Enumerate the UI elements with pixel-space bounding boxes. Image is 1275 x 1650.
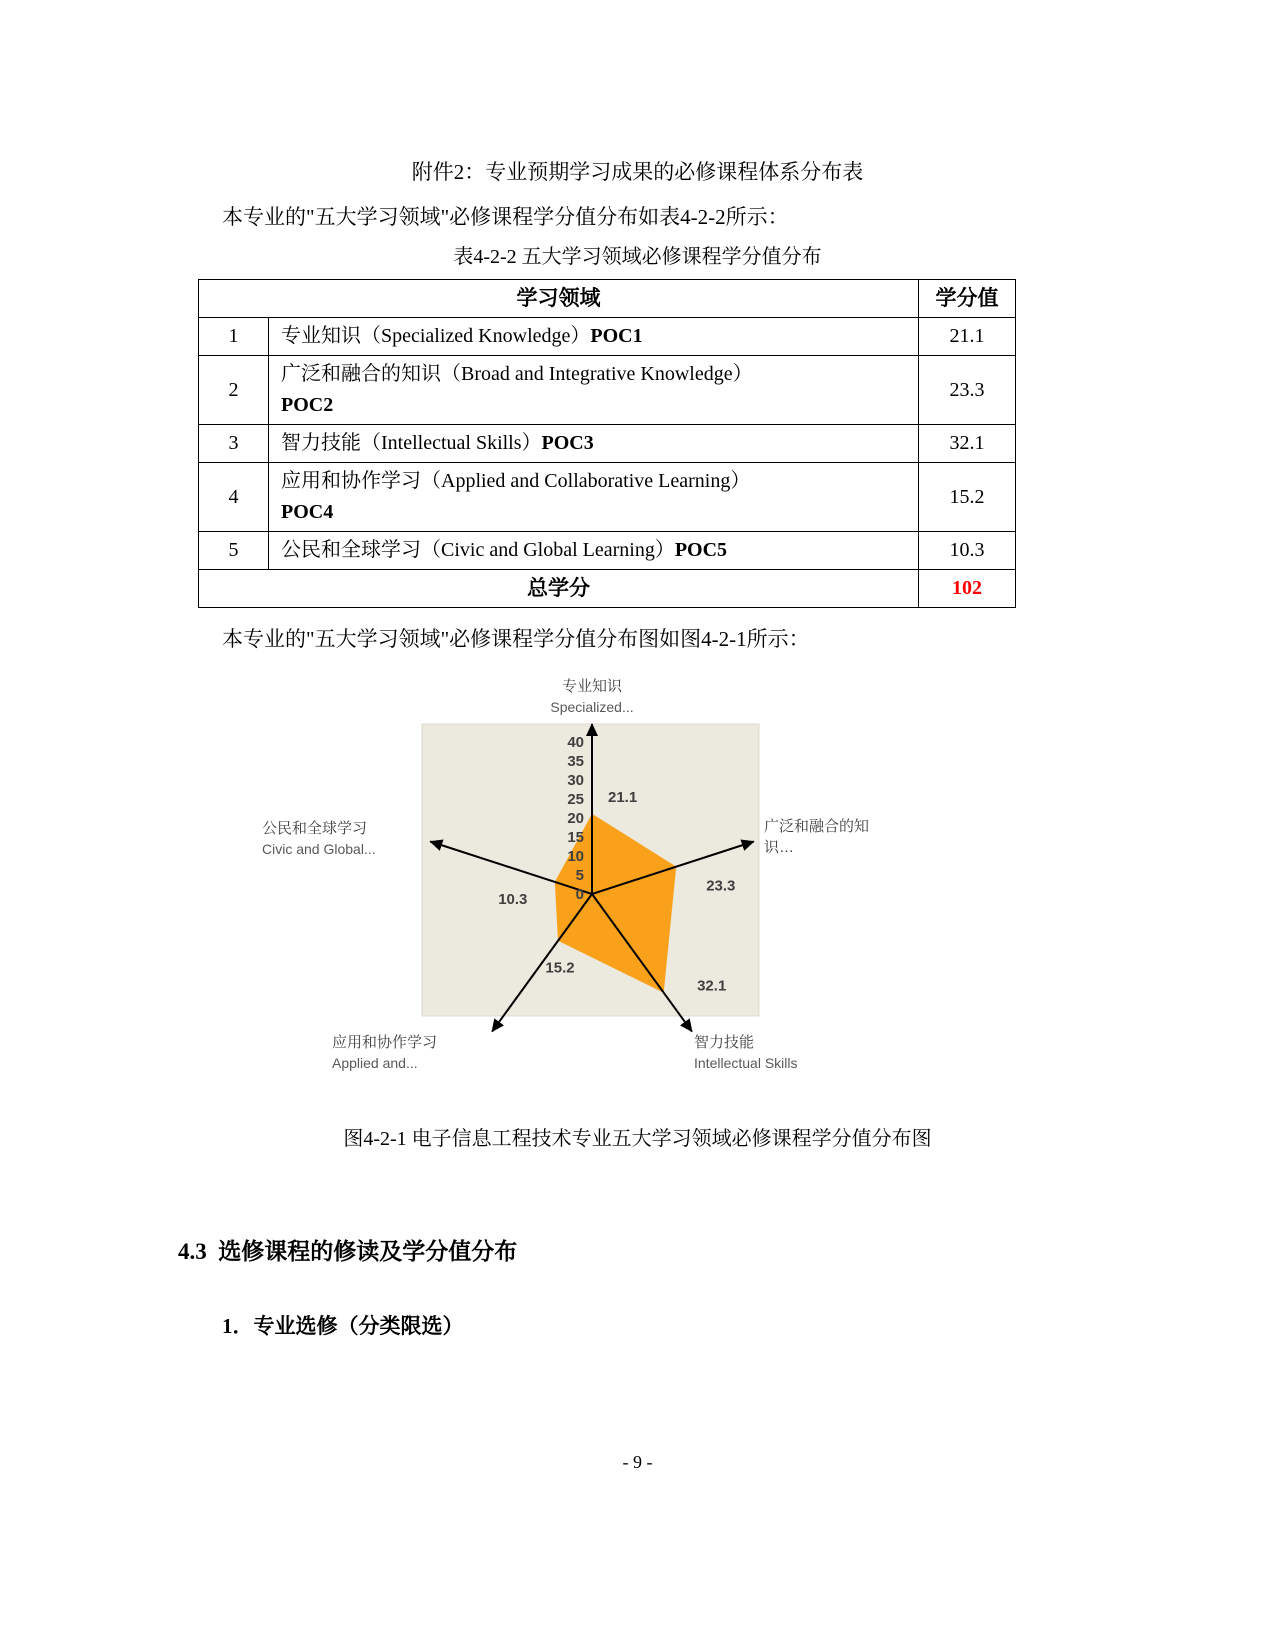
table-row [199,425,1016,463]
figure-intro-paragraph: 本专业的"五大学习领域"必修课程学分值分布图如图4-2-1所示： [222,627,810,651]
table-row [199,356,1016,425]
svg-text:15.2: 15.2 [545,959,575,977]
credit-value: 10.3 [919,532,1016,570]
axis-label-intellectual [694,1032,874,1074]
row-description [269,318,919,356]
svg-text:10.3: 10.3 [498,890,528,908]
attachment-title: 附件2：专业预期学习成果的必修课程体系分布表 [411,160,864,184]
row-number: 1 [199,318,269,356]
sub-heading: 1．专业选修（分类限选） [222,1314,464,1338]
row-description [269,532,919,570]
svg-text:10: 10 [567,848,584,865]
credit-value: 21.1 [919,318,1016,356]
svg-text:35: 35 [567,753,584,770]
axis-label-en: Intellectual Skills [694,1055,798,1071]
domain-text: 智力技能（Intellectual Skills） [281,432,542,454]
domain-text: 应用和协作学习（Applied and Collaborative Learning） [281,470,751,492]
axis-label-applied [332,1032,512,1074]
axis-label-specialized [487,676,697,718]
axis-label-en: Applied and... [332,1055,418,1071]
row-number: 3 [199,425,269,463]
svg-text:23.3: 23.3 [706,877,736,895]
svg-text:30: 30 [567,772,584,789]
svg-text:25: 25 [567,791,584,808]
table-intro-paragraph: 本专业的"五大学习领域"必修课程学分值分布如表4-2-2所示： [222,205,789,229]
table-row [199,318,1016,356]
page-number: - 9 - [622,1452,653,1472]
poc-code: POC1 [590,325,643,347]
domain-text: 专业知识（Specialized Knowledge） [281,325,591,347]
credit-value: 15.2 [919,463,1016,532]
axis-label-zh: 公民和全球学习 [262,820,368,837]
svg-text:5: 5 [575,867,584,884]
credit-value: 32.1 [919,425,1016,463]
table-row [199,463,1016,532]
domain-text: 公民和全球学习（Civic and Global Learning） [281,539,675,561]
row-number: 5 [199,532,269,570]
row-description [269,356,919,425]
total-label: 总学分 [199,570,919,608]
axis-label-en: Specialized... [550,699,634,715]
row-description [269,463,919,532]
table-total-row [199,570,1016,608]
svg-text:21.1: 21.1 [608,788,638,806]
svg-text:20: 20 [567,810,584,827]
row-number: 2 [199,356,269,425]
poc-code: POC3 [541,432,594,454]
figure-caption: 图4-2-1 电子信息工程技术专业五大学习领域必修课程学分值分布图 [343,1128,932,1150]
svg-text:32.1: 32.1 [697,977,727,995]
svg-text:40: 40 [567,734,584,751]
svg-text:15: 15 [567,829,584,846]
credits-table [198,279,1016,608]
poc-code: POC2 [281,394,334,416]
row-number: 4 [199,463,269,532]
axis-label-en: Civic and Global... [262,841,376,857]
axis-label-zh: 智力技能 [694,1034,755,1051]
row-description [269,425,919,463]
table-header-domain: 学习领域 [199,280,919,318]
radar-chart-figure [262,676,922,1096]
axis-label-broad [764,816,884,858]
table-row [199,532,1016,570]
table-header-row [199,280,1016,318]
total-value: 102 [919,570,1016,608]
table-caption: 表4-2-2 五大学习领域必修课程学分值分布 [453,246,822,268]
credit-value: 23.3 [919,356,1016,425]
poc-code: POC4 [281,501,334,523]
axis-label-civic [262,818,422,860]
section-heading: 4.3 选修课程的修读及学分值分布 [178,1239,518,1264]
axis-label-zh: 专业知识 [561,678,622,695]
domain-text: 广泛和融合的知识（Broad and Integrative Knowledge） [281,363,753,385]
svg-text:0: 0 [575,886,584,903]
axis-label-zh: 广泛和融合的知识… [764,818,870,856]
poc-code: POC5 [674,539,728,561]
axis-label-zh: 应用和协作学习 [332,1034,438,1051]
table-header-credits: 学分值 [919,280,1016,318]
